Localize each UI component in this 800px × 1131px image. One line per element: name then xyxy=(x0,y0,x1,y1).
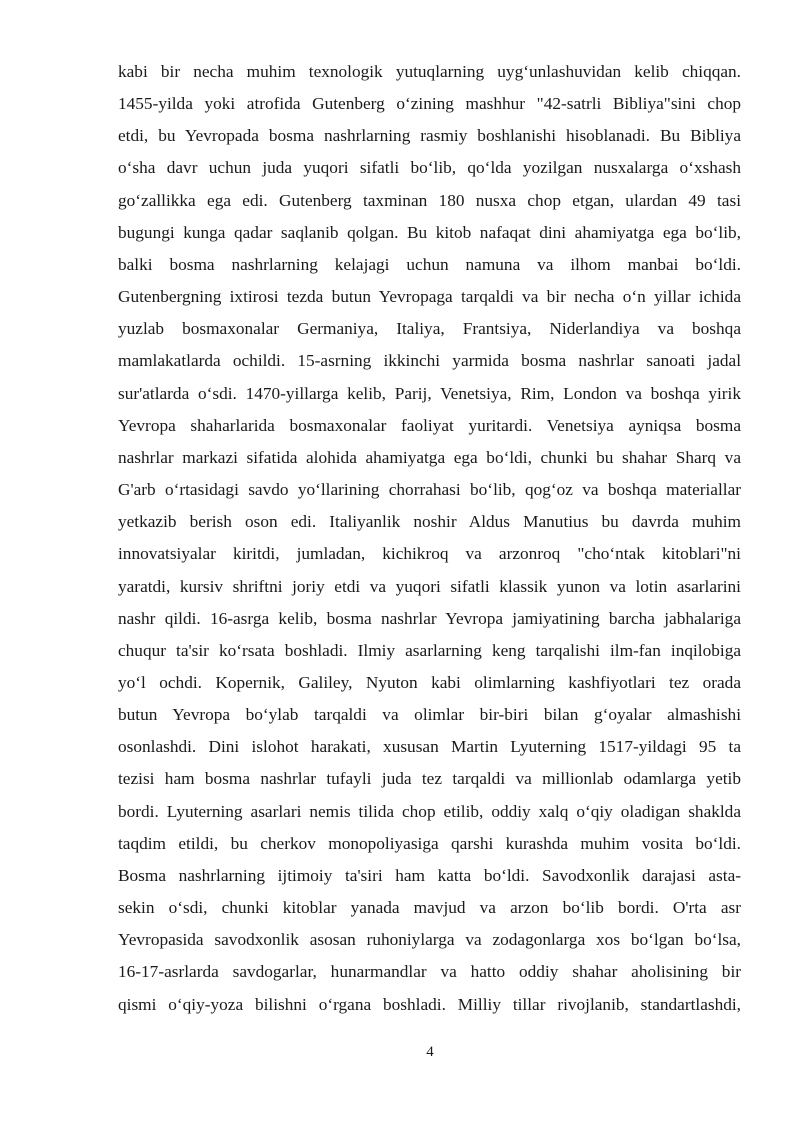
text-line: balki bosma nashrlarning kelajagi uchun namuna va ilhom manbai bo‘ldi. xyxy=(118,254,741,274)
text-line: Yevropasida savodxonlik asosan ruhoniylarga va zodagonlarga xos bo‘lgan bo‘lsa, xyxy=(118,930,741,950)
text-line: innovatsiyalar kiritdi, jumladan, kichikroq va arzonroq "cho‘ntak kitoblari"ni xyxy=(118,544,741,564)
text-line: sur'atlarda o‘sdi. 1470-yillarga kelib, Parij, Venetsiya, Rim, London va boshqa yirik xyxy=(118,383,741,403)
text-line: go‘zallikka ega edi. Gutenberg taxminan 180 nusxa chop etgan, ulardan 49 tasi xyxy=(118,190,741,210)
text-line: butun Yevropa bo‘ylab tarqaldi va olimlar bir-biri bilan g‘oyalar almashishi xyxy=(118,705,741,725)
text-line: 16-17-asrlarda savdogarlar, hunarmandlar va hatto oddiy shahar aholisining bir xyxy=(118,962,741,982)
text-line: yaratdi, kursiv shriftni joriy etdi va yuqori sifatli klassik yunon va lotin asarlarini xyxy=(118,576,741,596)
text-line: bordi. Lyuterning asarlari nemis tilida chop etilib, oddiy xalq o‘qiy oladigan shaklda xyxy=(118,801,741,821)
text-line: 1455-yilda yoki atrofida Gutenberg o‘zining mashhur "42-satrli Bibliya"sini chop xyxy=(118,94,741,114)
text-line: yetkazib berish oson edi. Italiyanlik noshir Aldus Manutius bu davrda muhim xyxy=(118,512,741,532)
body-text xyxy=(118,56,741,1021)
text-line: nashr qildi. 16-asrga kelib, bosma nashrlar Yevropa jamiyatining barcha jabhalariga xyxy=(118,608,741,628)
text-line: yuzlab bosmaxonalar Germaniya, Italiya, Frantsiya, Niderlandiya va boshqa xyxy=(118,319,741,339)
text-line: sekin o‘sdi, chunki kitoblar yanada mavjud va arzon bo‘lib bordi. O'rta asr xyxy=(118,898,741,918)
text-line: osonlashdi. Dini islohot harakati, xususan Martin Lyuterning 1517-yildagi 95 ta xyxy=(118,737,741,757)
text-line: bugungi kunga qadar saqlanib qolgan. Bu kitob nafaqat dini ahamiyatga ega bo‘lib, xyxy=(118,222,741,242)
page-number: 4 xyxy=(426,1044,434,1060)
text-line: mamlakatlarda ochildi. 15-asrning ikkinchi yarmida bosma nashrlar sanoati jadal xyxy=(118,351,741,371)
text-line: nashrlar markazi sifatida alohida ahamiyatga ega bo‘ldi, chunki bu shahar Sharq va xyxy=(118,447,741,467)
text-line: etdi, bu Yevropada bosma nashrlarning rasmiy boshlanishi hisoblanadi. Bu Bibliya xyxy=(118,126,741,146)
text-line: G'arb o‘rtasidagi savdo yo‘llarining chorrahasi bo‘lib, qog‘oz va boshqa materiallar xyxy=(118,480,741,500)
text-line: chuqur ta'sir ko‘rsata boshladi. Ilmiy asarlarning keng tarqalishi ilm-fan inqilobiga xyxy=(118,640,741,660)
text-line: qismi o‘qiy-yoza bilishni o‘rgana boshladi. Milliy tillar rivojlanib, standartlashdi, xyxy=(118,994,741,1014)
text-line: tezisi ham bosma nashrlar tufayli juda tez tarqaldi va millionlab odamlarga yetib xyxy=(118,769,741,789)
text-line: yo‘l ochdi. Kopernik, Galiley, Nyuton kabi olimlarning kashfiyotlari tez orada xyxy=(118,672,741,692)
text-line: Bosma nashrlarning ijtimoiy ta'siri ham katta bo‘ldi. Savodxonlik darajasi asta- xyxy=(118,865,741,885)
text-line: Gutenbergning ixtirosi tezda butun Yevropaga tarqaldi va bir necha o‘n yillar ichida xyxy=(118,287,741,307)
text-line: Yevropa shaharlarida bosmaxonalar faoliyat yuritardi. Venetsiya ayniqsa bosma xyxy=(118,415,741,435)
text-line: taqdim etildi, bu cherkov monopoliyasiga qarshi kurashda muhim vosita bo‘ldi. xyxy=(118,833,741,853)
text-line: o‘sha davr uchun juda yuqori sifatli bo‘lib, qo‘lda yozilgan nusxalarga o‘xshash xyxy=(118,158,741,178)
text-line: kabi bir necha muhim texnologik yutuqlarning uyg‘unlashuvidan kelib chiqqan. xyxy=(118,62,741,81)
